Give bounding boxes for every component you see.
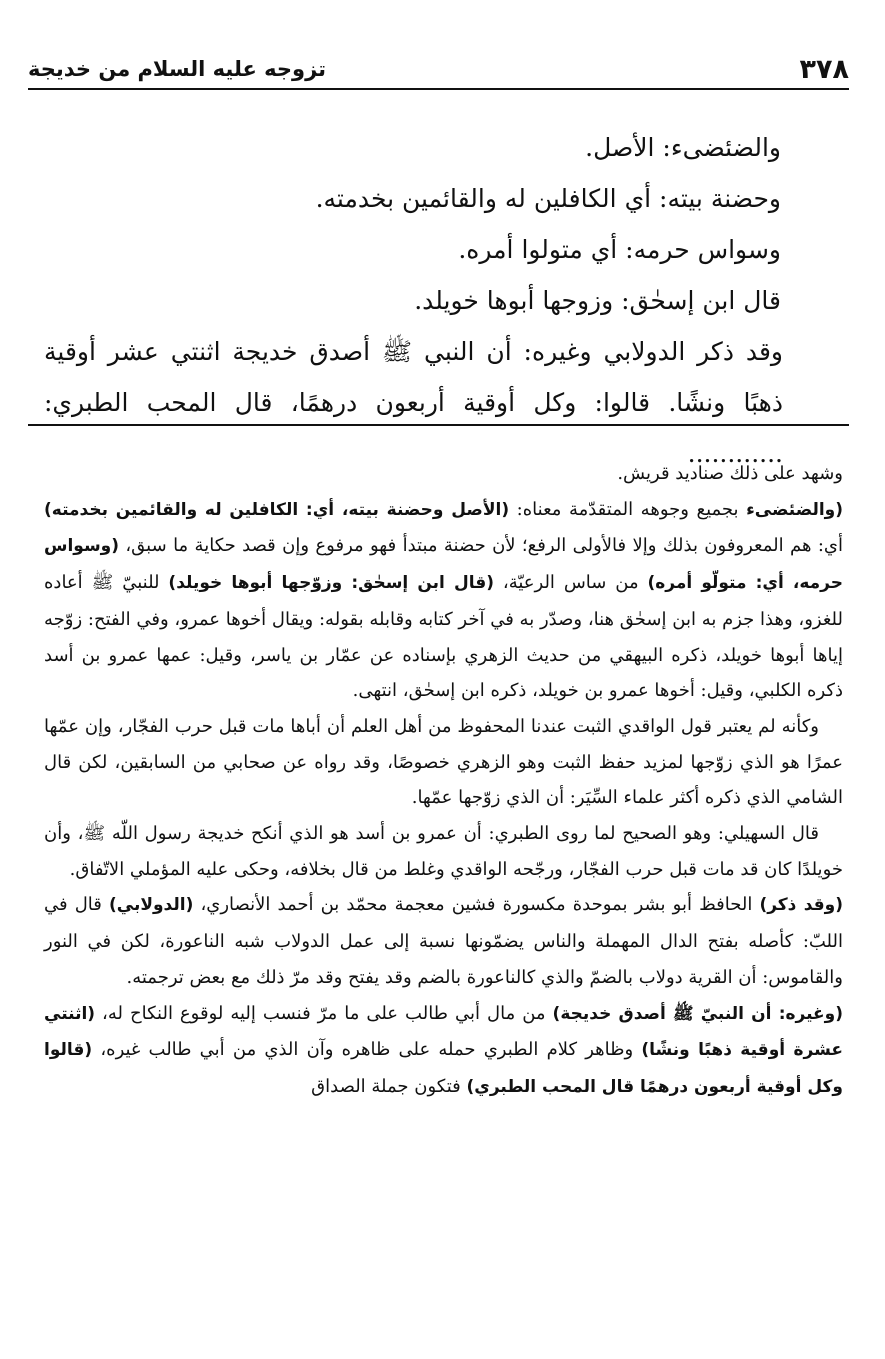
commentary-text: للنبيّ ﷺ أعاده للغزو، وهذا جزم به ابن إسحٰق هنا، وصدّر به في آخر كتابه وقابله بقوله: ويقال أخوها عمرو، وفي الفتح: زوّجه إياها أبوها خويلد، ذكره البيهقي من حديث الزهري بإسناده عن عمّار بن ياسر، وقيل: عمها عمرو بن أسد ذكره الكلبي، وقيل: أخوها عمرو بن خويلد، ذكره ابن إسحٰق، انتهى. [44,572,843,702]
quoted-text: (الدولابي) [108,895,194,916]
commentary-text: من ساس الرعيّة، [493,572,648,594]
main-text-line: والضئضىء: الأصل. [585,133,781,162]
commentary-text: وظاهر كلام الطبري حمله على ظاهره وآن الذي من أبي طالب غيره، [92,1039,642,1061]
commentary-text: أي: هم المعروفون بذلك وإلا فالأولى الرفع؛ لأن حضنة مبتدأ فهو مرفوع وإن قصد حكاية ما سبق، [119,535,843,557]
commentary-text: من مال أبي طالب على ما مرّ فنسب إليه لوقوع النكاح له، [95,1002,553,1024]
running-title: تزوجه عليه السلام من خديجة [28,57,327,81]
quoted-text: (قال ابن إسحٰق: وزوّجها أبوها خويلد) [168,573,494,594]
commentary-paragraph: وشهد على ذلك صناديد قريش. [617,463,843,484]
main-text-line: قال ابن إسحٰق: وزوجها أبوها خويلد. [414,286,781,315]
commentary-paragraph: قال السهيلي: وهو الصحيح لما روى الطبري: أن عمرو بن أسد هو الذي أنكح خديجة رسول اللّه ﷺ، وأن خويلدًا كان قد مات قبل حرب الفجّار، ورجّحه الواقدي وغلط من قال بخلافه، وحكى عليه المؤملي الاتّفاق. [44,823,843,880]
commentary-text: بجميع وجوهه المتقدّمة معناه: [509,498,747,520]
commentary-paragraph: وكأنه لم يعتبر قول الواقدي الثبت عندنا المحفوظ من أهل العلم أن أباها مات قبل حرب الفجّار، وإن عمّها عمرًا هو الذي زوّجها لمزيد حفظ الثبت وهو الزهري خصوصًا، وقد رواه عن صحابي من السابقين، لكن قال الشامي الذي ذكره أكثر علماء السِّيَر: أن الذي زوّجها عمّها. [44,715,843,809]
quoted-text: (والضئضىء [746,499,843,520]
quoted-text: (اثنتي عشرة أوقية ذهبًا ونشًا) [44,1003,843,1061]
quoted-text: (قالوا وكل أوقية أربعون درهمًا قال المحب الطبري) [44,1040,843,1097]
quoted-text: (وسواس حرمه، أي: متولّو أمره) [44,536,843,594]
quoted-text: (وقد ذكر) [759,895,843,916]
commentary-text: الحافظ أبو بشر بموحدة مكسورة فشين معجمة محمّد بن أحمد الأنصاري، [193,894,760,916]
quoted-text: (الأصل وحضنة بيته، أي: الكافلين له والقائمين بخدمته) [44,499,510,520]
main-text-line: وحضنة بيته: أي الكافلين له والقائمين بخدمته. [315,184,781,213]
commentary-text: فتكون جملة الصداق [311,1075,467,1097]
commentary-paragraph [44,887,843,995]
commentary-block [44,456,843,1106]
quoted-text: (وغيره: أن النبيّ ﷺ أصدق خديجة) [552,1003,843,1024]
page-header [28,50,849,90]
main-text-paragraph: وقد ذكر الدولابي وغيره: أن النبي ﷺ أصدق خديجة اثنتي عشر أوقية ذهبًا ونشًا. قالوا: وكل أوقية أربعون درهمًا، قال المحب الطبري: ............ [44,337,783,468]
page-number: ٣٧٨ [799,53,849,85]
section-divider [28,424,849,426]
main-text-line: وسواس حرمه: أي متولوا أمره. [458,235,781,264]
commentary-text: قال في اللبّ: كأصله بفتح الدال المهملة والناس يضمّونها نسبة إلى عمل الدولاب شبه الناعورة، لكن في النور والقاموس: أن القرية دولاب بالضمّ والذي كالناعورة بالضم وقد يفتح وقد مرّ ذلك مع بعض ترجمته. [44,894,843,988]
commentary-paragraph [44,492,843,709]
commentary-paragraph [44,996,843,1106]
